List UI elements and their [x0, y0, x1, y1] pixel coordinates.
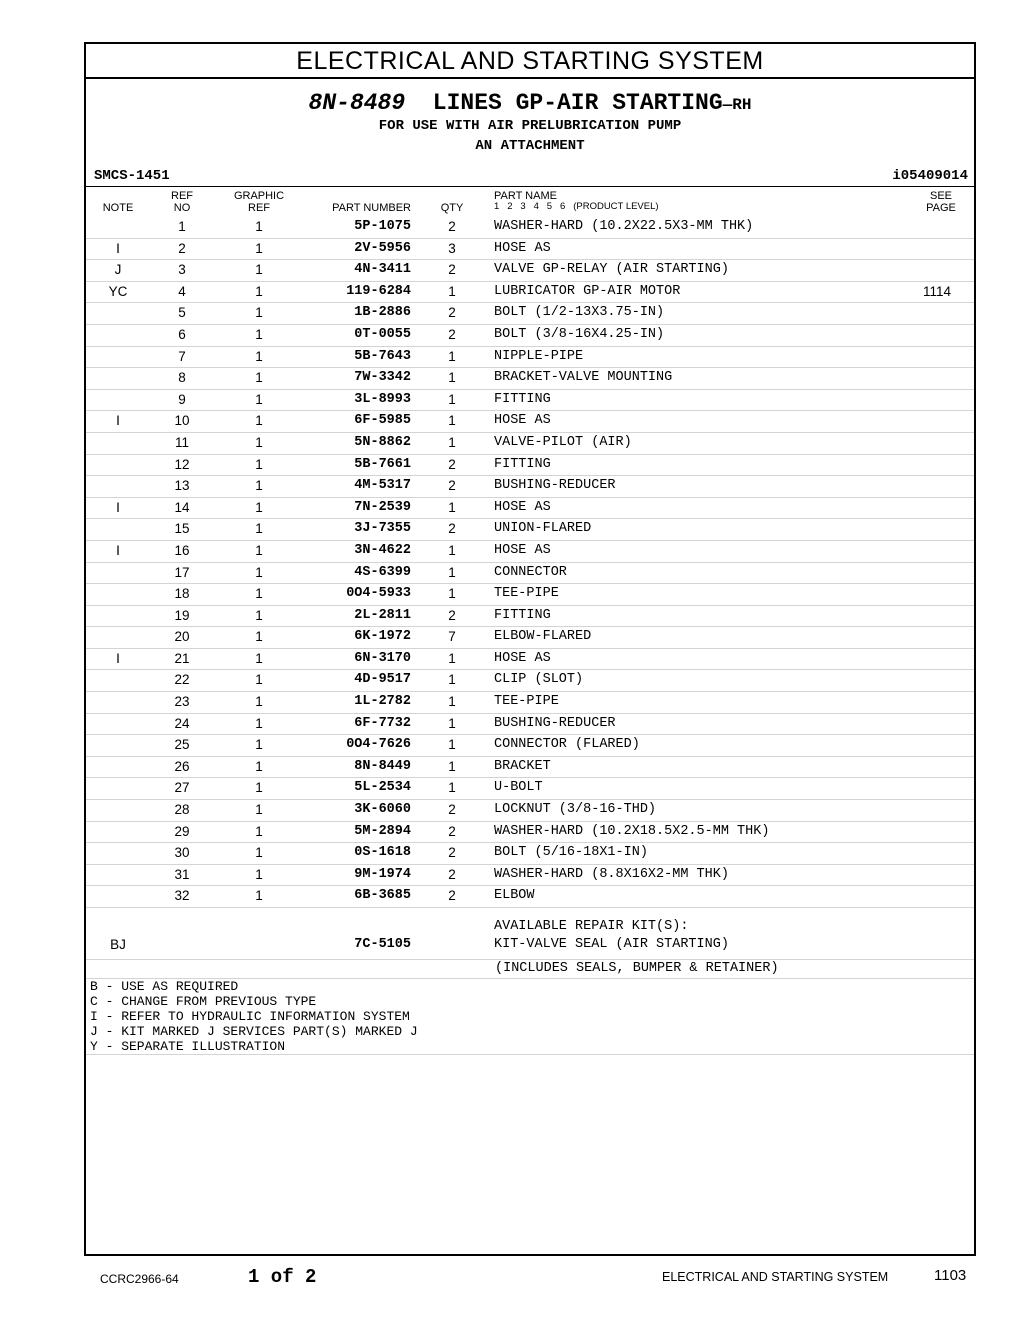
group-name: LINES GP-AIR STARTING: [432, 90, 723, 116]
cell-part: 5M-2894: [354, 823, 411, 839]
cell-name: FITTING: [494, 456, 551, 472]
cell-name: CONNECTOR (FLARED): [494, 737, 640, 753]
group-title: [86, 90, 974, 116]
cell-ref: 22: [174, 672, 190, 688]
cell-graphic: 1: [255, 434, 263, 450]
cell-name: HOSE AS: [494, 499, 551, 515]
cell-qty: 2: [448, 521, 456, 537]
cell-name: UNION-FLARED: [494, 521, 592, 537]
cell-qty: 2: [448, 326, 456, 342]
cell-graphic: 1: [255, 780, 263, 796]
legend-item: B - USE AS REQUIRED: [90, 979, 239, 994]
cell-name: NIPPLE-PIPE: [494, 348, 584, 364]
cell-ref: 12: [174, 456, 190, 472]
cell-name: HOSE AS: [494, 542, 551, 558]
cell-ref: 21: [174, 650, 190, 666]
table-row: [86, 325, 974, 347]
cell-qty: 1: [448, 391, 456, 407]
cell-ref: 10: [174, 413, 190, 429]
cell-name: U-BOLT: [494, 780, 543, 796]
cell-ref: 2: [178, 240, 186, 256]
legend-rule: [86, 1054, 974, 1055]
cell-part: 1B-2886: [354, 305, 411, 321]
cell-part: 6F-5985: [354, 413, 411, 429]
cell-part: 2V-5956: [354, 240, 411, 256]
cell-graphic: 1: [255, 607, 263, 623]
cell-ref: 18: [174, 586, 190, 602]
cell-graphic: 1: [255, 370, 263, 386]
cell-ref: 8: [178, 370, 186, 386]
cell-name: TEE-PIPE: [494, 694, 559, 710]
table-row: [86, 476, 974, 498]
table-row: [86, 843, 974, 865]
cell-ref: 30: [174, 845, 190, 861]
notes-legend: [90, 979, 418, 1054]
cell-graphic: 1: [255, 283, 263, 299]
group-suffix: —RH: [722, 96, 752, 114]
parts-table: [86, 217, 974, 908]
parts-page-frame: [84, 42, 976, 1256]
cell-qty: 2: [448, 478, 456, 494]
cell-graphic: 1: [255, 866, 263, 882]
cell-qty: 1: [448, 283, 456, 299]
table-row: [86, 606, 974, 628]
legend-item: J - KIT MARKED J SERVICES PART(S) MARKED J: [90, 1024, 418, 1039]
table-row: [86, 433, 974, 455]
cell-ref: 5: [178, 305, 186, 321]
cell-qty: 1: [448, 434, 456, 450]
cell-graphic: 1: [255, 564, 263, 580]
illustration-id: i05409014: [892, 168, 968, 184]
kit-rule-1: [86, 959, 974, 960]
cell-graphic: 1: [255, 499, 263, 515]
table-row: [86, 217, 974, 239]
cell-qty: 1: [448, 370, 456, 386]
table-row: [86, 757, 974, 779]
col-ref-1: REF: [171, 190, 193, 202]
cell-ref: 4: [178, 283, 186, 299]
cell-graphic: 1: [255, 305, 263, 321]
cell-qty: 2: [448, 823, 456, 839]
cell-name: VALVE-PILOT (AIR): [494, 434, 632, 450]
cell-ref: 29: [174, 823, 190, 839]
cell-name: ELBOW: [494, 888, 535, 904]
cell-name: BUSHING-REDUCER: [494, 478, 616, 494]
cell-graphic: 1: [255, 823, 263, 839]
cell-ref: 9: [178, 391, 186, 407]
kit-name: KIT-VALVE SEAL (AIR STARTING): [494, 937, 729, 952]
cell-qty: 1: [448, 499, 456, 515]
cell-part: 5L-2534: [354, 780, 411, 796]
col-part-name: PART NAME: [494, 190, 557, 202]
cell-part: 3L-8993: [354, 391, 411, 407]
table-row: [86, 260, 974, 282]
cell-part: 7N-2539: [354, 499, 411, 515]
cell-ref: 23: [174, 694, 190, 710]
cell-name: FITTING: [494, 391, 551, 407]
cell-ref: 31: [174, 866, 190, 882]
cell-part: 0O4-5933: [346, 586, 411, 602]
cell-graphic: 1: [255, 650, 263, 666]
cell-note: YC: [108, 283, 128, 299]
cell-ref: 11: [174, 434, 189, 450]
cell-ref: 26: [174, 758, 190, 774]
cell-qty: 1: [448, 413, 456, 429]
cell-part: 1L-2782: [354, 694, 411, 710]
cell-note: I: [116, 499, 120, 515]
cell-part: 5N-8862: [354, 434, 411, 450]
group-part-number: 8N-8489: [308, 90, 406, 116]
cell-name: WASHER-HARD (8.8X16X2-MM THK): [494, 866, 729, 882]
cell-qty: 1: [448, 780, 456, 796]
table-row: [86, 239, 974, 261]
cell-graphic: 1: [255, 348, 263, 364]
cell-name: BOLT (1/2-13X3.75-IN): [494, 305, 665, 321]
cell-graphic: 1: [255, 672, 263, 688]
cell-part: 3N-4622: [354, 542, 411, 558]
cell-graphic: 1: [255, 478, 263, 494]
table-row: [86, 886, 974, 908]
table-row: [86, 778, 974, 800]
cell-part: 6F-7732: [354, 715, 411, 731]
cell-ref: 27: [174, 780, 190, 796]
cell-part: 4N-3411: [354, 262, 411, 278]
cell-ref: 7: [178, 348, 186, 364]
cell-ref: 25: [174, 737, 190, 753]
table-row: [86, 692, 974, 714]
cell-note: I: [116, 542, 120, 558]
kit-heading: AVAILABLE REPAIR KIT(S):: [494, 919, 689, 934]
cell-qty: 2: [448, 262, 456, 278]
table-row: [86, 455, 974, 477]
col-note: NOTE: [102, 202, 134, 214]
col-see-1: SEE: [929, 190, 952, 202]
cell-part: 119-6284: [346, 283, 411, 299]
cell-name: WASHER-HARD (10.2X18.5X2.5-MM THK): [494, 823, 770, 839]
section-title: ELECTRICAL AND STARTING SYSTEM: [86, 44, 974, 79]
cell-qty: 2: [448, 802, 456, 818]
cell-graphic: 1: [255, 888, 263, 904]
legend-item: C - CHANGE FROM PREVIOUS TYPE: [90, 994, 317, 1009]
cell-name: BUSHING-REDUCER: [494, 715, 616, 731]
cell-graphic: 1: [255, 694, 263, 710]
cell-graphic: 1: [255, 629, 263, 645]
cell-ref: 17: [174, 564, 190, 580]
table-row: [86, 800, 974, 822]
col-graphic-2: REF: [248, 202, 270, 214]
cell-part: 0O4-7626: [346, 737, 411, 753]
cell-name: LOCKNUT (3/8-16-THD): [494, 802, 657, 818]
cell-qty: 2: [448, 456, 456, 472]
cell-graphic: 1: [255, 456, 263, 472]
cell-qty: 2: [448, 866, 456, 882]
cell-name: WASHER-HARD (10.2X22.5X3-MM THK): [494, 219, 754, 234]
cell-qty: 1: [448, 715, 456, 731]
group-subtitle-2: AN ATTACHMENT: [475, 138, 585, 154]
cell-part: 9M-1974: [354, 866, 411, 882]
table-row: [86, 563, 974, 585]
cell-qty: 1: [448, 672, 456, 688]
cell-qty: 1: [448, 564, 456, 580]
cell-ref: 20: [174, 629, 190, 645]
legend-item: Y - SEPARATE ILLUSTRATION: [90, 1039, 286, 1054]
cell-part: 3J-7355: [354, 521, 411, 537]
cell-note: I: [116, 240, 120, 256]
cell-graphic: 1: [255, 262, 263, 278]
cell-part: 4D-9517: [354, 672, 411, 688]
header-rule: [86, 186, 974, 187]
cell-ref: 28: [174, 802, 190, 818]
cell-name: FITTING: [494, 607, 551, 623]
cell-part: 5B-7643: [354, 348, 411, 364]
cell-qty: 1: [448, 542, 456, 558]
footer-page-number: 1103: [934, 1267, 967, 1284]
cell-ref: 16: [174, 542, 190, 558]
cell-note: J: [114, 262, 122, 278]
cell-ref: 6: [178, 326, 186, 342]
cell-qty: 3: [448, 240, 456, 256]
cell-name: HOSE AS: [494, 650, 551, 666]
cell-ref: 32: [174, 888, 190, 904]
table-row: [86, 541, 974, 563]
cell-graphic: 1: [255, 542, 263, 558]
col-product-level: 1 2 3 4 5 6 (PRODUCT LEVEL): [494, 201, 659, 212]
cell-graphic: 1: [255, 413, 263, 429]
cell-name: TEE-PIPE: [494, 586, 559, 602]
smcs-code: SMCS-1451: [94, 168, 170, 184]
cell-note: I: [116, 413, 120, 429]
cell-name: CONNECTOR: [494, 564, 567, 580]
cell-note: I: [116, 650, 120, 666]
cell-name: VALVE GP-RELAY (AIR STARTING): [494, 262, 729, 278]
cell-ref: 3: [178, 262, 186, 278]
cell-see: 1114: [922, 283, 952, 299]
table-row: [86, 649, 974, 671]
footer-code: CCRC2966-64: [100, 1272, 179, 1286]
cell-name: BRACKET-VALVE MOUNTING: [494, 370, 673, 386]
cell-graphic: 1: [255, 326, 263, 342]
cell-part: 6N-3170: [354, 650, 411, 666]
cell-qty: 1: [448, 737, 456, 753]
cell-part: 6K-1972: [354, 629, 411, 645]
table-row: [86, 584, 974, 606]
cell-name: CLIP (SLOT): [494, 672, 584, 688]
table-row: [86, 670, 974, 692]
cell-part: 3K-6060: [354, 802, 411, 818]
cell-graphic: 1: [255, 521, 263, 537]
cell-name: BRACKET: [494, 758, 551, 774]
cell-part: 8N-8449: [354, 758, 411, 774]
cell-qty: 2: [448, 845, 456, 861]
table-row: [86, 368, 974, 390]
cell-ref: 1: [178, 219, 186, 234]
cell-ref: 13: [174, 478, 190, 494]
table-row: [86, 627, 974, 649]
table-row: [86, 390, 974, 412]
cell-qty: 1: [448, 694, 456, 710]
cell-qty: 1: [448, 586, 456, 602]
cell-qty: 1: [448, 650, 456, 666]
kit-includes: (INCLUDES SEALS, BUMPER & RETAINER): [495, 961, 779, 976]
col-ref-2: NO: [173, 202, 191, 214]
cell-name: ELBOW-FLARED: [494, 629, 592, 645]
cell-part: 5B-7661: [354, 456, 411, 472]
cell-ref: 24: [174, 715, 190, 731]
cell-graphic: 1: [255, 737, 263, 753]
cell-part: 7W-3342: [354, 370, 411, 386]
cell-qty: 2: [448, 888, 456, 904]
cell-part: 5P-1075: [354, 219, 411, 234]
cell-part: 6B-3685: [354, 888, 411, 904]
table-row: [86, 411, 974, 433]
cell-part: 4M-5317: [354, 478, 411, 494]
cell-qty: 7: [448, 629, 456, 645]
table-row: [86, 865, 974, 887]
table-row: [86, 347, 974, 369]
cell-graphic: 1: [255, 586, 263, 602]
cell-qty: 2: [448, 219, 456, 234]
cell-part: 0S-1618: [354, 845, 411, 861]
cell-qty: 2: [448, 305, 456, 321]
table-row: [86, 498, 974, 520]
legend-item: I - REFER TO HYDRAULIC INFORMATION SYSTEM: [90, 1009, 410, 1024]
col-part-number: PART NUMBER: [332, 202, 411, 214]
table-row: [86, 735, 974, 757]
cell-graphic: 1: [255, 240, 263, 256]
table-row: [86, 714, 974, 736]
cell-graphic: 1: [255, 758, 263, 774]
col-see-2: PAGE: [926, 202, 956, 214]
cell-graphic: 1: [255, 219, 263, 234]
cell-ref: 14: [174, 499, 190, 515]
cell-qty: 1: [448, 348, 456, 364]
cell-ref: 19: [174, 607, 190, 623]
footer-section-title: ELECTRICAL AND STARTING SYSTEM: [662, 1270, 889, 1284]
col-graphic-1: GRAPHIC: [233, 190, 285, 202]
cell-qty: 1: [448, 758, 456, 774]
cell-name: HOSE AS: [494, 413, 551, 429]
col-qty: QTY: [440, 202, 464, 214]
cell-graphic: 1: [255, 802, 263, 818]
kit-part-number: 7C-5105: [354, 937, 411, 952]
cell-name: HOSE AS: [494, 240, 551, 256]
cell-part: 2L-2811: [354, 607, 411, 623]
cell-graphic: 1: [255, 715, 263, 731]
cell-name: LUBRICATOR GP-AIR MOTOR: [494, 283, 681, 299]
table-row: [86, 822, 974, 844]
kit-note: BJ: [110, 937, 126, 952]
cell-name: BOLT (3/8-16X4.25-IN): [494, 326, 665, 342]
cell-name: BOLT (5/16-18X1-IN): [494, 845, 648, 861]
cell-ref: 15: [174, 521, 190, 537]
cell-qty: 2: [448, 607, 456, 623]
table-row: [86, 519, 974, 541]
table-row: [86, 282, 974, 304]
footer-page-indicator: 1 of 2: [248, 1266, 317, 1288]
cell-part: 0T-0055: [354, 326, 411, 342]
cell-part: 4S-6399: [354, 564, 411, 580]
table-row: [86, 303, 974, 325]
group-subtitle-1: FOR USE WITH AIR PRELUBRICATION PUMP: [378, 118, 682, 134]
cell-graphic: 1: [255, 845, 263, 861]
cell-graphic: 1: [255, 391, 263, 407]
